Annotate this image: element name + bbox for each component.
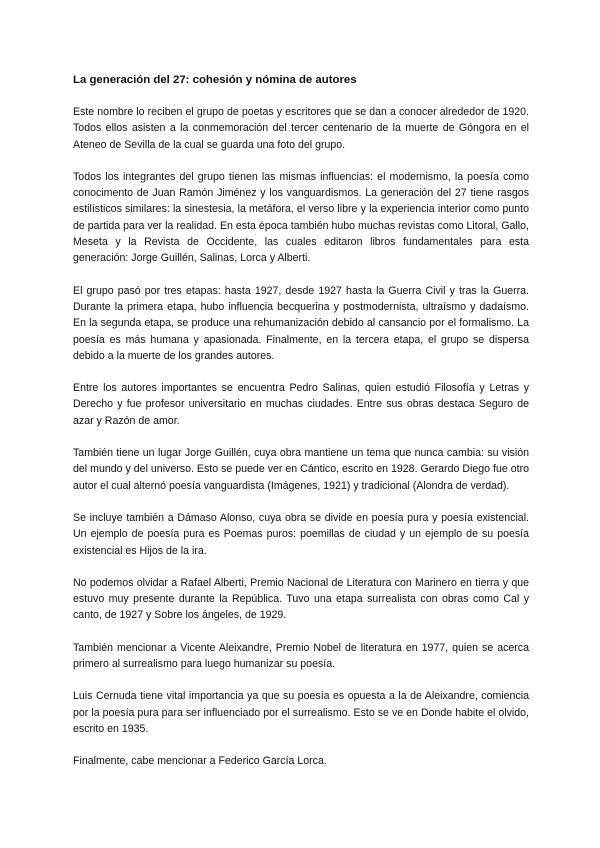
paragraph-cernuda: Luis Cernuda tiene vital importancia ya que su poesía es opuesta a la de Aleixandre, comiencia por la poesía pura para ser influenciado por el surrealismo. Esto se ve en Donde habite el olvido, escrito en 1935. [73,690,529,735]
paragraph-intro: Este nombre lo reciben el grupo de poetas y escritores que se dan a conocer alrededor de 1920. Todos ellos asisten a la conmemoración del tercer centenario de la muerte de Góngora en el Ateneo de Sevilla de la cual se guarda una foto del grupo. [73,106,529,151]
paragraph-salinas: Entre los autores importantes se encuentra Pedro Salinas, quien estudió Filosofía y Letras y Derecho y fue profesor universitario en muchas ciudades. Entre sus obras destaca Seguro de azar y Razón de amor. [73,382,529,427]
paragraph-aleixandre: También mencionar a Vicente Aleixandre, Premio Nobel de literatura en 1977, quien se acerca primero al surrealismo para luego humanizar su poesía. [73,641,529,671]
paragraph-damaso-alonso: Se incluye también a Dámaso Alonso, cuya obra se divide en poesía pura y poesía existencial. Un ejemplo de poesía pura es Poemas puros: poemillas de ciudad y un ejemplo de su poesía existencial es Hijos de la ira. [73,511,529,557]
document-title: La generación del 27: cohesión y nómina de autores [73,74,357,86]
paragraph-influences: Todos los integrantes del grupo tienen las mismas influencias: el modernismo, la poesía como conocimento de Juan Ramón Jiménez y los vanguardismos. La generación del 27 tiene rasgos estilísticos similares: la sinestesia, la metáfora, el verso libre y la experiencia interior como punto de partida para ver la realidad. En esta época también hubo muchas revistas como Litoral, Gallo, Meseta y la Revista de Occidente, las cuales editaron libros fundamentales para esta generación: Jorge Guillén, Salinas, Lorca y Alberti. [73,170,529,265]
paragraph-alberti: No podemos olvidar a Rafael Alberti, Premio Nacional de Literatura con Marinero en tierra y que estuvo muy presente durante la República. Tuvo una etapa surrealista con obras como Cal y canto, de 1927 y Sobre los ángeles, de 1929. [73,576,529,622]
paragraph-guillen-diego: También tiene un lugar Jorge Guillén, cuya obra mantiene un tema que nunca cambia: su visión del mundo y del universo. Esto se puede ver en Cántico, escrito en 1928. Gerardo Diego fue otro autor el cual alternó poesía vanguardista (Imágenes, 1921) y tradicional (Alondra de verdad). [73,447,529,492]
paragraph-stages: El grupo pasó por tres etapas: hasta 1927, desde 1927 hasta la Guerra Civil y tras la Guerra. Durante la primera etapa, hubo influencia becquerina y postmodernista, ultraísmo y dadaísmo. En la segunda etapa, se produce una rehumanización debido al cansancio por el formalismo. La poesía es más humana y apasionada. Finalmente, en la tercera etapa, el grupo se dispersa debido a la muerte de los grandes autores. [73,284,529,362]
document-page [73,72,529,770]
paragraph-lorca: Finalmente, cabe mencionar a Federico García Lorca. [73,755,327,768]
